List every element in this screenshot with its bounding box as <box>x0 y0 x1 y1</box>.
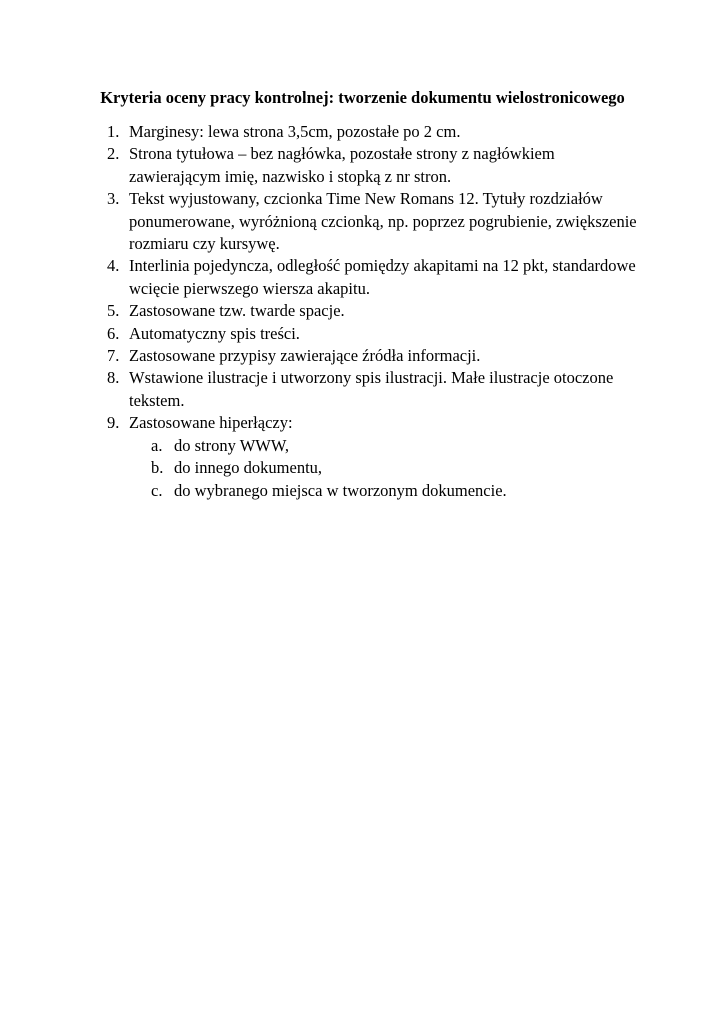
item-number: 9. <box>107 413 120 433</box>
item-text: Interlinia pojedyncza, odległość pomiędzy akapitami na 12 pkt, standardowe wcięcie pierwszego wiersza akapitu. <box>129 256 636 298</box>
sublist-item <box>129 435 647 457</box>
hyperlink-sublist <box>129 435 647 502</box>
sublist-text: do wybranego miejsca w tworzonym dokumencie. <box>174 480 507 500</box>
list-item <box>107 143 647 188</box>
item-number: 3. <box>107 189 120 209</box>
document-title: Kryteria oceny pracy kontrolnej: tworzenie dokumentu wielostronicowego <box>100 88 625 107</box>
item-text: Zastosowane przypisy zawierające źródła informacji. <box>129 346 481 366</box>
list-item <box>107 188 647 255</box>
list-item <box>107 323 647 345</box>
item-text: Tekst wyjustowany, czcionka Time New Romans 12. Tytuły rozdziałów ponumerowane, wyróżnioną czcionką, np. poprzez pogrubienie, zwiększenie rozmiaru czy kursywę. <box>129 189 637 254</box>
item-text: Wstawione ilustracje i utworzony spis ilustracji. Małe ilustracje otoczone tekstem. <box>129 368 614 410</box>
item-number: 4. <box>107 256 120 276</box>
sublist-text: do innego dokumentu, <box>174 458 323 478</box>
sublist-item <box>129 480 647 502</box>
list-item <box>107 412 647 502</box>
item-number: 8. <box>107 368 120 388</box>
item-number: 2. <box>107 144 120 164</box>
list-item <box>107 121 647 143</box>
list-item <box>107 345 647 367</box>
list-item <box>107 300 647 322</box>
item-number: 1. <box>107 122 120 141</box>
sublist-text: do strony WWW, <box>174 435 290 455</box>
item-text: Zastosowane tzw. twarde spacje. <box>129 301 345 321</box>
sublist-letter: a. <box>151 435 163 455</box>
sublist-letter: b. <box>151 458 164 478</box>
item-number: 6. <box>107 323 120 343</box>
item-number: 5. <box>107 301 120 321</box>
criteria-list <box>107 121 647 502</box>
item-text: Automatyczny spis treści. <box>129 323 300 343</box>
list-item <box>107 255 647 300</box>
item-text: Strona tytułowa – bez nagłówka, pozostałe strony z nagłówkiem zawierającym imię, nazwisko i stopką z nr stron. <box>129 144 555 186</box>
sublist-letter: c. <box>151 480 163 500</box>
item-number: 7. <box>107 346 120 366</box>
item-text: Zastosowane hiperłączy: <box>129 413 293 433</box>
sublist-item <box>129 457 647 479</box>
list-item <box>107 367 647 412</box>
item-text: Marginesy: lewa strona 3,5cm, pozostałe po 2 cm. <box>129 122 461 141</box>
